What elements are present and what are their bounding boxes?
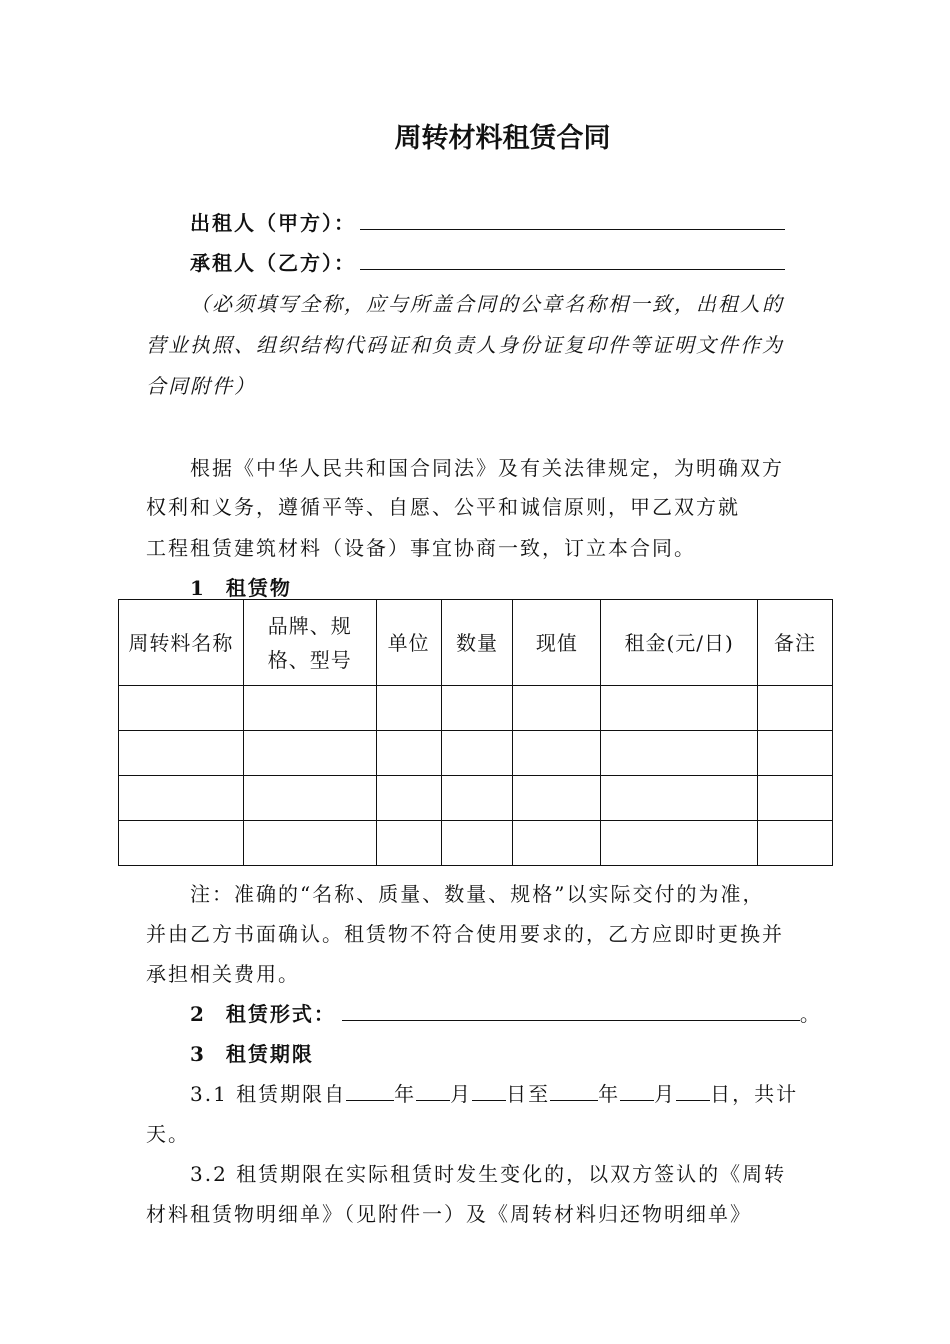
day-total-label: 日，共计 bbox=[710, 1082, 799, 1106]
table-cell[interactable] bbox=[119, 686, 244, 731]
section-3-title: 租赁期限 bbox=[225, 1042, 314, 1066]
header-present-value: 现值 bbox=[513, 600, 601, 686]
header-unit: 单位 bbox=[376, 600, 441, 686]
header-brand-spec bbox=[243, 600, 376, 686]
clause-3-1 bbox=[190, 1078, 798, 1107]
table-cell[interactable] bbox=[376, 731, 441, 776]
table-cell[interactable] bbox=[758, 731, 833, 776]
section-1-heading bbox=[190, 572, 292, 601]
lessor-label: 出租人（甲方）： bbox=[190, 211, 356, 235]
section-2-end: 。 bbox=[799, 1002, 822, 1026]
table-cell[interactable] bbox=[601, 731, 758, 776]
lessor-row bbox=[190, 207, 785, 236]
table-cell[interactable] bbox=[758, 686, 833, 731]
table-cell[interactable] bbox=[513, 821, 601, 866]
table-cell[interactable] bbox=[513, 776, 601, 821]
lessee-label: 承租人（乙方）： bbox=[190, 251, 356, 275]
table-cell[interactable] bbox=[376, 776, 441, 821]
month2-label: 月 bbox=[654, 1082, 677, 1106]
clause-3-2-line-1: 3.2 租赁期限在实际租赁时发生变化的，以双方签认的《周转 bbox=[190, 1162, 787, 1186]
table-cell[interactable] bbox=[243, 776, 376, 821]
lease-form-blank[interactable] bbox=[342, 998, 800, 1021]
table-cell[interactable] bbox=[119, 821, 244, 866]
section-2-heading bbox=[190, 998, 822, 1027]
table-header-row bbox=[119, 600, 833, 686]
start-day-blank[interactable] bbox=[472, 1078, 506, 1101]
table-cell[interactable] bbox=[601, 821, 758, 866]
section-1-title: 租赁物 bbox=[225, 576, 292, 600]
end-year-blank[interactable] bbox=[550, 1078, 598, 1101]
table-cell[interactable] bbox=[441, 731, 513, 776]
year-label: 年 bbox=[394, 1082, 417, 1106]
table-cell[interactable] bbox=[376, 686, 441, 731]
clause-3-1-prefix: 3.1 租赁期限自 bbox=[190, 1082, 347, 1106]
fullname-note-line-3: 合同附件） bbox=[146, 374, 256, 398]
section-1-number: 1 bbox=[190, 576, 206, 600]
header-quantity: 数量 bbox=[441, 600, 513, 686]
table-row bbox=[119, 686, 833, 731]
header-remarks: 备注 bbox=[758, 600, 833, 686]
table-cell[interactable] bbox=[243, 821, 376, 866]
section-3-heading bbox=[190, 1038, 314, 1067]
start-month-blank[interactable] bbox=[416, 1078, 450, 1101]
table-note-line-2: 并由乙方书面确认。租赁物不符合使用要求的，乙方应即时更换并 bbox=[146, 922, 784, 946]
table-cell[interactable] bbox=[758, 821, 833, 866]
table-cell[interactable] bbox=[441, 821, 513, 866]
lessee-blank[interactable] bbox=[360, 247, 785, 270]
table-cell[interactable] bbox=[601, 686, 758, 731]
table-cell[interactable] bbox=[513, 686, 601, 731]
month-label: 月 bbox=[450, 1082, 473, 1106]
clause-3-2-line-2: 材料租赁物明细单》（见附件一）及《周转材料归还物明细单》 bbox=[146, 1202, 752, 1226]
table-cell[interactable] bbox=[513, 731, 601, 776]
year2-label: 年 bbox=[598, 1082, 621, 1106]
table-cell[interactable] bbox=[441, 686, 513, 731]
table-cell[interactable] bbox=[441, 776, 513, 821]
section-2-number: 2 bbox=[190, 1002, 206, 1026]
lessor-blank[interactable] bbox=[360, 207, 785, 230]
section-3-number: 3 bbox=[190, 1042, 206, 1066]
table-note-line-3: 承担相关费用。 bbox=[146, 962, 300, 986]
header-brand-spec-line-1: 品牌、规 bbox=[267, 613, 352, 638]
preamble-line-3: 工程租赁建筑材料（设备）事宜协商一致，订立本合同。 bbox=[146, 536, 696, 560]
header-name: 周转料名称 bbox=[119, 600, 244, 686]
table-note-line-1: 注：准确的“名称、质量、数量、规格”以实际交付的为准， bbox=[190, 882, 765, 906]
section-2-title: 租赁形式： bbox=[225, 1002, 336, 1026]
start-year-blank[interactable] bbox=[346, 1078, 394, 1101]
lessee-row bbox=[190, 247, 785, 276]
table-cell[interactable] bbox=[758, 776, 833, 821]
goods-table bbox=[118, 599, 833, 866]
table-cell[interactable] bbox=[376, 821, 441, 866]
day-to-label: 日至 bbox=[506, 1082, 551, 1106]
table-cell[interactable] bbox=[243, 686, 376, 731]
table-cell[interactable] bbox=[601, 776, 758, 821]
contract-title: 周转材料租赁合同 bbox=[394, 123, 611, 154]
clause-3-1-tail: 天。 bbox=[146, 1122, 190, 1146]
end-day-blank[interactable] bbox=[676, 1078, 710, 1101]
table-cell[interactable] bbox=[119, 776, 244, 821]
table-cell[interactable] bbox=[243, 731, 376, 776]
end-month-blank[interactable] bbox=[620, 1078, 654, 1101]
table-row bbox=[119, 776, 833, 821]
fullname-note-line-2: 营业执照、组织结构代码证和负责人身份证复印件等证明文件作为 bbox=[146, 333, 784, 357]
header-rent: 租金(元/日) bbox=[601, 600, 758, 686]
fullname-note-line-1: （必须填写全称，应与所盖合同的公章名称相一致，出租人的 bbox=[190, 292, 784, 316]
preamble-line-1: 根据《中华人民共和国合同法》及有关法律规定，为明确双方 bbox=[190, 456, 784, 480]
table-cell[interactable] bbox=[119, 731, 244, 776]
table-row bbox=[119, 821, 833, 866]
header-brand-spec-line-2: 格、型号 bbox=[267, 647, 352, 672]
table-row bbox=[119, 731, 833, 776]
preamble-line-2: 权利和义务，遵循平等、自愿、公平和诚信原则，甲乙双方就 bbox=[146, 495, 740, 519]
